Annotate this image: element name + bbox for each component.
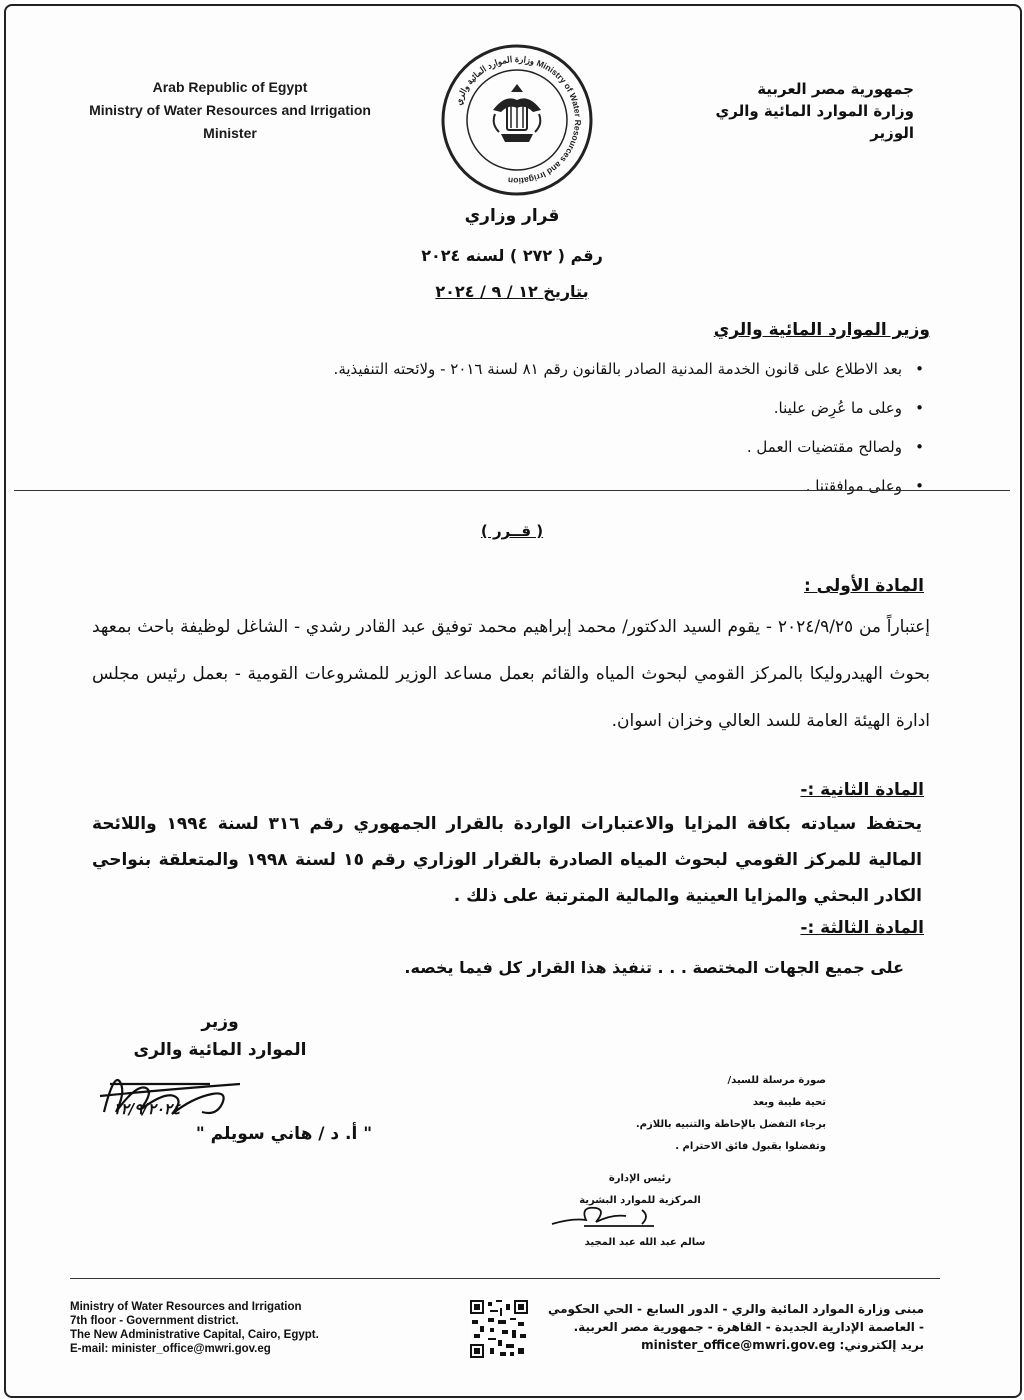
preamble-heading: وزير الموارد المائية والري	[713, 320, 930, 340]
footer-en-floor: 7th floor - Government district.	[70, 1315, 239, 1327]
stamp-signature-icon	[544, 1200, 674, 1234]
footer-en-address: The New Administrative Capital, Cairo, Egypt.	[70, 1329, 319, 1341]
copy-note-line3: برجاء التفضل بالإحاطة والتنبيه باللازم.	[635, 1119, 826, 1130]
copy-note-line1: صورة مرسلة للسيد/	[727, 1075, 826, 1086]
preamble-item: • وعلى ما عُرِض علينا.	[164, 397, 924, 419]
signature-title-line1: وزير	[201, 1012, 239, 1032]
handwritten-signature-icon	[80, 1066, 280, 1132]
signature-name: " أ. د / هاني سويلم "	[195, 1124, 373, 1144]
decree-date: بتاريخ ١٢ / ٩ / ٢٠٢٤	[435, 282, 589, 301]
footer-arabic	[504, 1300, 924, 1354]
hr-stamp-line1: رئيس الإدارة	[608, 1173, 672, 1184]
footer-ar-building: مبنى وزارة الموارد المائية والري - الدور السابع - الحي الحكومي	[547, 1302, 924, 1316]
footer-ar-city: - العاصمة الإدارية الجديدة - القاهرة - جمهورية مصر العربية.	[573, 1320, 924, 1334]
header-ministry: Ministry of Water Resources and Irrigation	[89, 102, 371, 118]
footer-en-email: E-mail: minister_office@mwri.gov.eg	[70, 1343, 271, 1355]
footer-en-ministry: Ministry of Water Resources and Irrigation	[70, 1301, 302, 1313]
copy-note	[546, 1070, 826, 1158]
hr-stamp-line2: المركزية للموارد البشرية	[579, 1195, 701, 1206]
preamble-item: • وعلى موافقتنا .	[164, 475, 924, 497]
ministry-seal-icon	[437, 40, 597, 200]
copy-note-line4: وتفضلوا بقبول فائق الاحترام .	[675, 1141, 826, 1152]
header-ar-country: جمهورية مصر العربية	[757, 80, 914, 98]
handwritten-date: ١٢/٩/٢٠٢٤	[112, 1100, 180, 1118]
header-country: Arab Republic of Egypt	[152, 79, 308, 95]
svg-text:وزارة الموارد المائية والري Mi: وزارة الموارد المائية والري Ministry of Water Resources and Irrigation	[453, 53, 584, 187]
footer-english	[70, 1300, 400, 1356]
signature-title	[110, 1008, 330, 1064]
preamble-item: • بعد الاطلاع على قانون الخدمة المدنية الصادر بالقانون رقم ٨١ لسنة ٢٠١٦ - ولائحته التنفيذية.	[164, 358, 924, 380]
preamble-item: • ولصالح مقتضيات العمل .	[164, 436, 924, 458]
decree-number: رقم ( ٢٧٢ ) لسنه ٢٠٢٤	[421, 246, 603, 265]
hr-stamp-name: سالم عبد الله عبد المجيد	[584, 1237, 706, 1248]
header-ar-ministry: وزارة الموارد المائية والري	[715, 102, 914, 120]
article1-heading: المادة الأولى :	[803, 576, 924, 596]
footer-divider	[70, 1278, 940, 1279]
header-minister: Minister	[203, 125, 257, 141]
footer-ar-email: بريد إلكتروني: minister_office@mwri.gov.eg	[641, 1338, 924, 1352]
copy-note-line2: تحية طيبة وبعد	[752, 1097, 826, 1108]
article3-heading: المادة الثالثة :-	[800, 918, 924, 938]
decided-heading: ( قــرر )	[480, 522, 544, 540]
divider-line	[14, 490, 1010, 491]
header-ar-minister: الوزير	[870, 124, 914, 142]
article2-text: يحتفظ سيادته بكافة المزايا والاعتبارات الواردة بالقرار الجمهوري رقم ٣١٦ لسنة ١٩٩٤ واللائحة المالية للمركز القومي لبحوث المياه الصادرة بالقرار الوزاري رقم ١٥ لسنة ١٩٩٨ والمتعلقة بنواحي الكادر البحثي والمزايا العينية والمالية المترتبة على ذلك .	[92, 814, 922, 906]
signature-title-line2: الموارد المائية والرى	[133, 1040, 307, 1060]
article1-text: إعتباراً من ٢٠٢٤/٩/٢٥ - يقوم السيد الدكتور/ محمد إبراهيم محمد توفيق عبد القادر رشدي - الشاغل لوظيفة باحث بمعهد بحوث الهيدروليكا بالمركز القومي لبحوث المياه والقائم بعمل مساعد الوزير للمشروعات القومية - بعمل رئيس مجلس ادارة الهيئة العامة للسد العالي وخزان اسوان.	[92, 617, 930, 731]
article3-text: على جميع الجهات المختصة . . . تنفيذ هذا القرار كل فيما يخصه.	[404, 958, 904, 977]
decree-title: قرار وزاري	[464, 206, 560, 226]
header-arabic	[614, 78, 914, 144]
article2-heading: المادة الثانية :-	[800, 780, 924, 800]
header-english	[70, 76, 390, 145]
